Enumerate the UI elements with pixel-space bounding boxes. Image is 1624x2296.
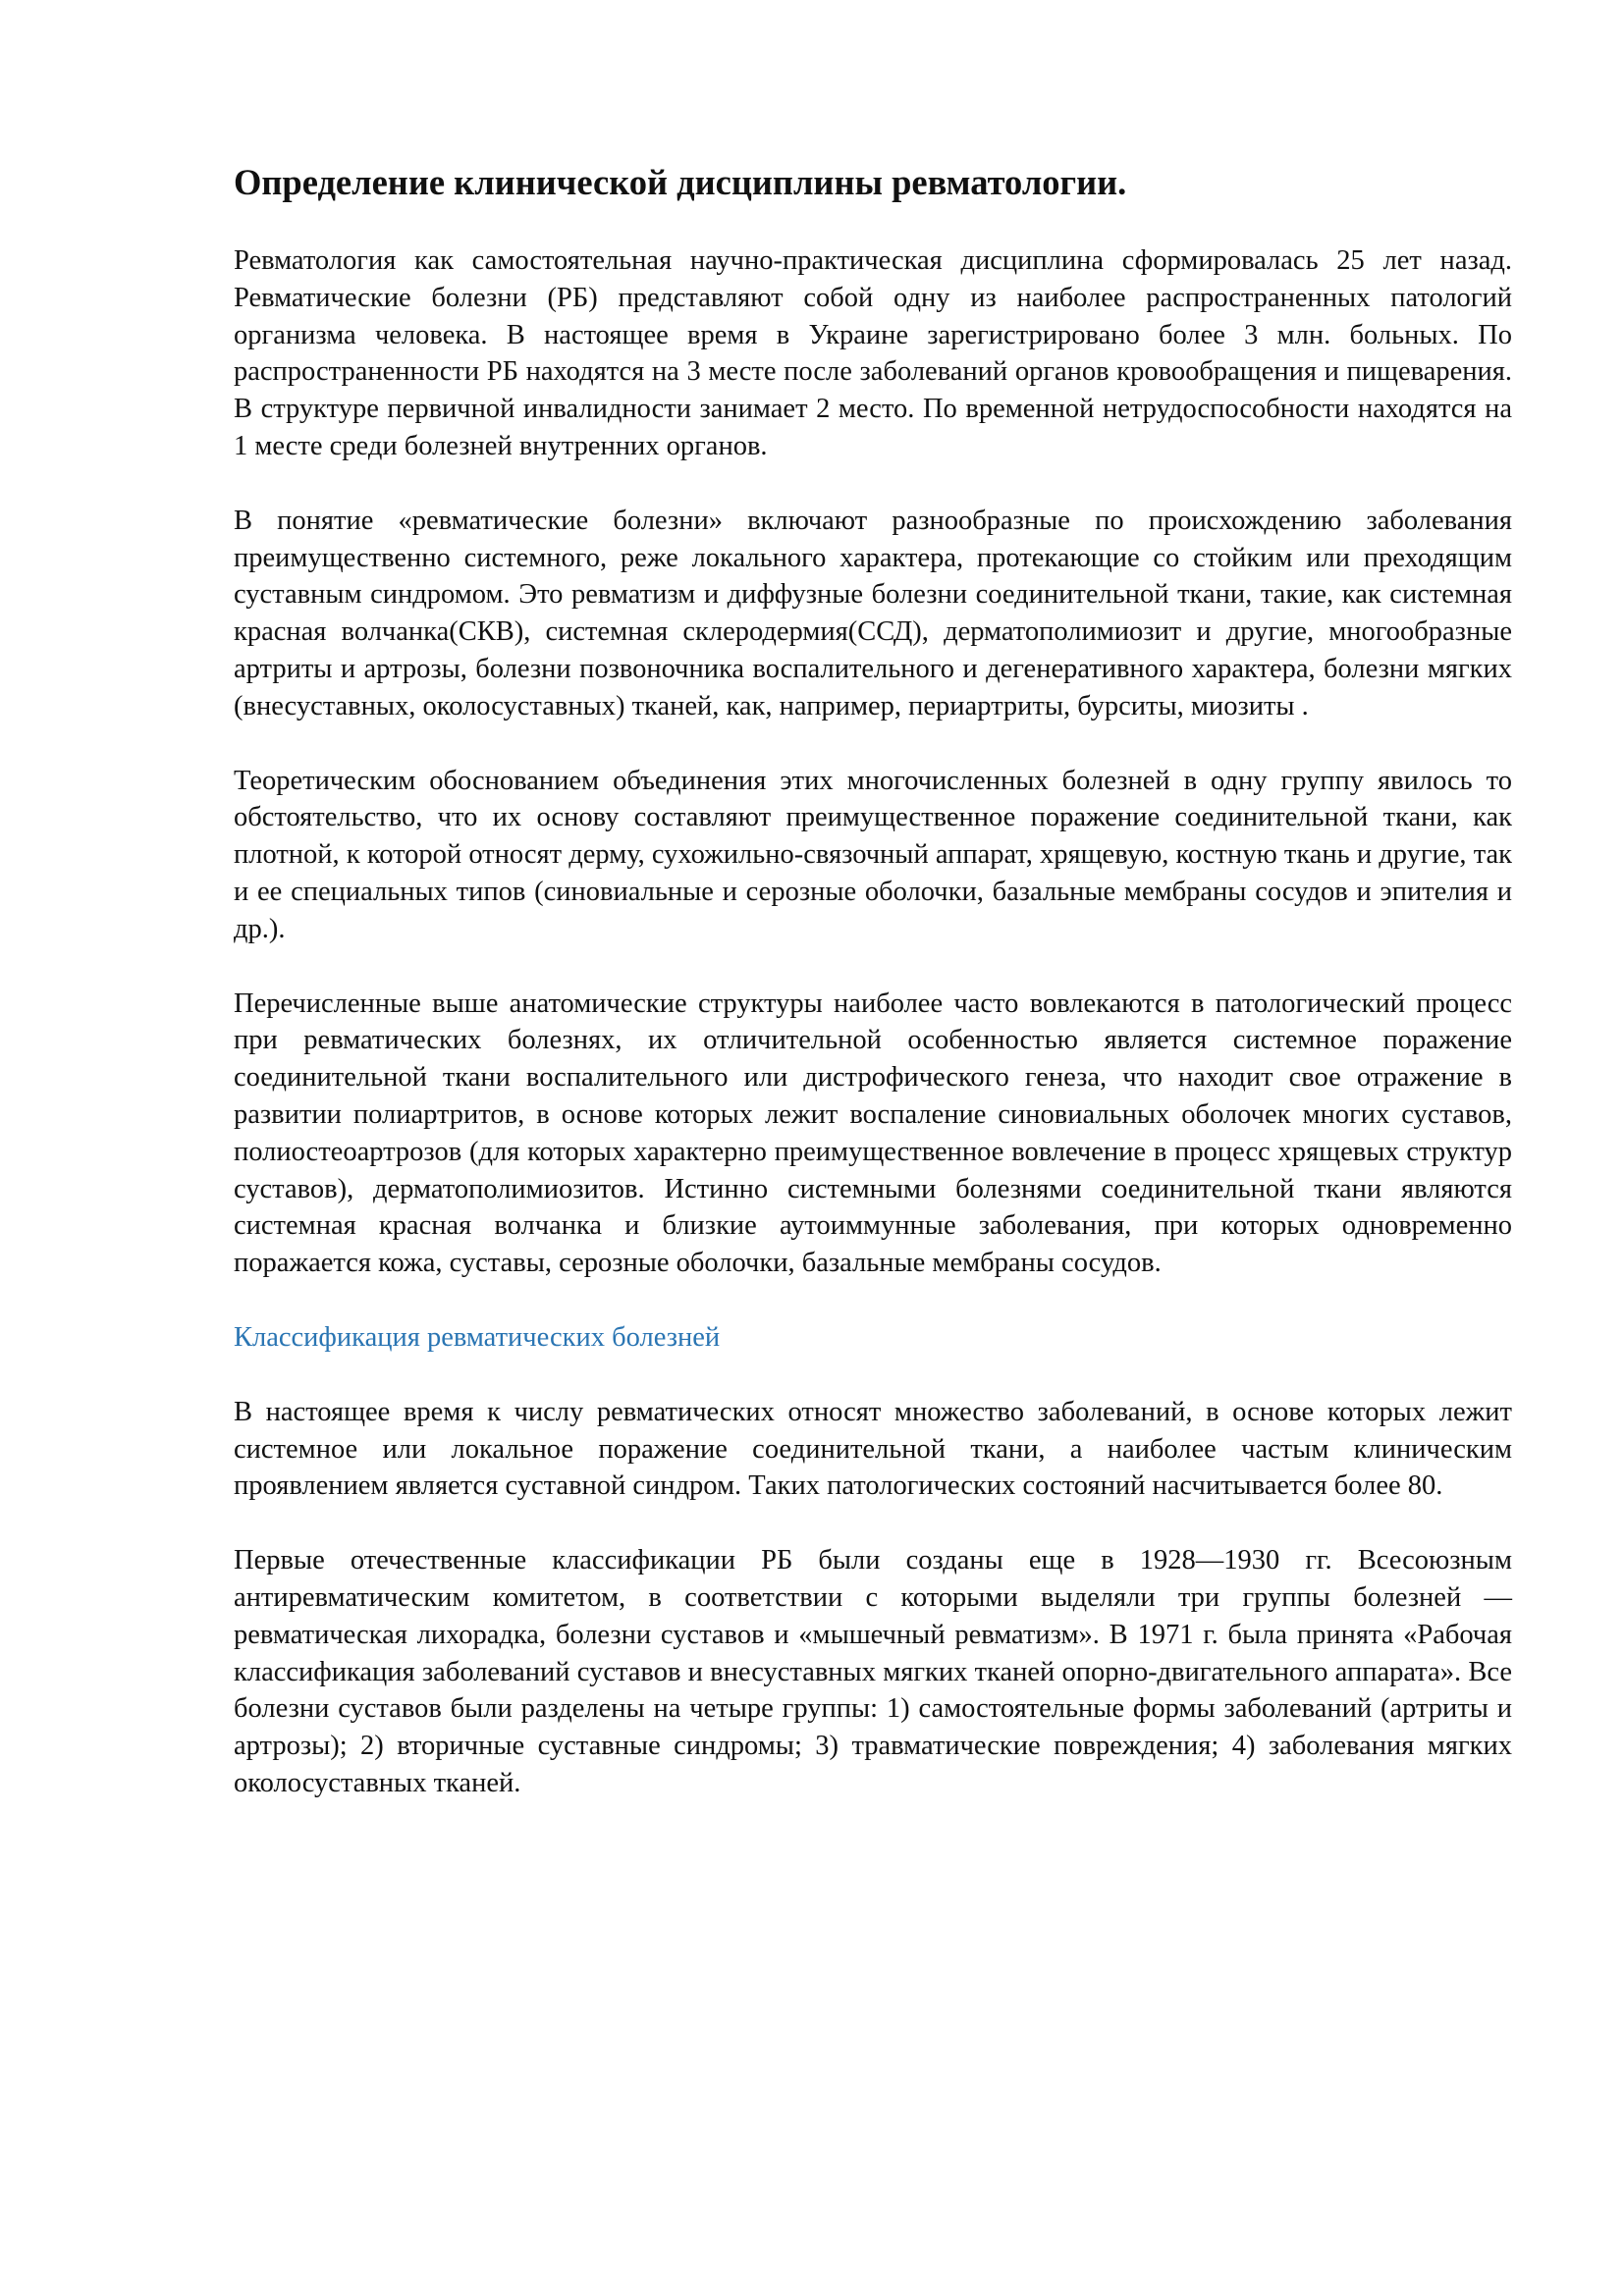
- paragraph-theory: Теоретическим обоснованием объединения этих многочисленных болезней в одну группу явилось то обстоятельство, что их основу составляют преимущественное поражение соединительной ткани, как плотной, к которой относят дерму, сухожильно-связочный аппарат, хрящевую, костную ткань и другие, так и ее специальных типов (синовиальные и серозные оболочки, базальные мембраны сосудов и эпителия и др.).: [234, 765, 1512, 944]
- document-title: Определение клинической дисциплины ревматологии.: [234, 162, 1127, 202]
- paragraph-definition: В понятие «ревматические болезни» включают разнообразные по происхождению заболевания преимущественно системного, реже локального характера, протекающие со стойким или преходящим суставным синдромом. Это ревматизм и диффузные болезни соединительной ткани, такие, как системная красная волчанка(СКВ), системная склеродермия(ССД), дерматополимиозит и другие, многообразные артриты и артрозы, болезни позвоночника воспалительного и дегенеративного характера, болезни мягких (внесуставных, околосуставных) тканей, как, например, периартриты, бурситы, миозиты .: [234, 505, 1512, 721]
- paragraph-classification-history: Первые отечественные классификации РБ были созданы еще в 1928—1930 гг. Всесоюзным антиревматическим комитетом, в соответствии с которыми выделяли три группы болезней — ревматическая лихорадка, болезни суставов и «мышечный ревматизм». В 1971 г. была принята «Рабочая классификация заболеваний суставов и внесуставных мягких тканей опорно-двигательного аппарата». Все болезни суставов были разделены на четыре группы: 1) самостоятельные формы заболеваний (артриты и артрозы); 2) вторичные суставные синдромы; 3) травматические повреждения; 4) заболевания мягких околосуставных тканей.: [234, 1545, 1512, 1798]
- paragraph-intro: Ревматология как самостоятельная научно-практическая дисциплина сформировалась 25 лет назад. Ревматические болезни (РБ) представляют собой одну из наиболее распространенных патологий организма человека. В настоящее время в Украине зарегистрировано более 3 млн. больных. По распространенности РБ находятся на 3 месте после заболеваний органов кровообращения и пищеварения. В структуре первичной инвалидности занимает 2 место. По временной нетрудоспособности находятся на 1 месте среди болезней внутренних органов.: [234, 245, 1512, 461]
- paragraph-classification-intro: В настоящее время к числу ревматических относят множество заболеваний, в основе которых лежит системное или локальное поражение соединительной ткани, а наиболее частым клиническим проявлением является суставной синдром. Таких патологических состояний насчитывается более 80.: [234, 1396, 1512, 1502]
- document-page: [234, 147, 1512, 1840]
- section-heading-classification: Классификация ревматических болезней: [234, 1321, 721, 1353]
- paragraph-structures: Перечисленные выше анатомические структуры наиболее часто вовлекаются в патологический процесс при ревматических болезнях, их отличительной особенностью является системное поражение соединительной ткани воспалительного или дистрофического генеза, что находит свое отражение в развитии полиартритов, в основе которых лежит воспаление синовиальных оболочек многих суставов, полиостеоартрозов (для которых характерно преимущественное вовлечение в процесс хрящевых структур суставов), дерматополимиозитов. Истинно системными болезнями соединительной ткани являются системная красная волчанка и близкие аутоиммунные заболевания, при которых одновременно поражается кожа, суставы, серозные оболочки, базальные мембраны сосудов.: [234, 988, 1512, 1279]
